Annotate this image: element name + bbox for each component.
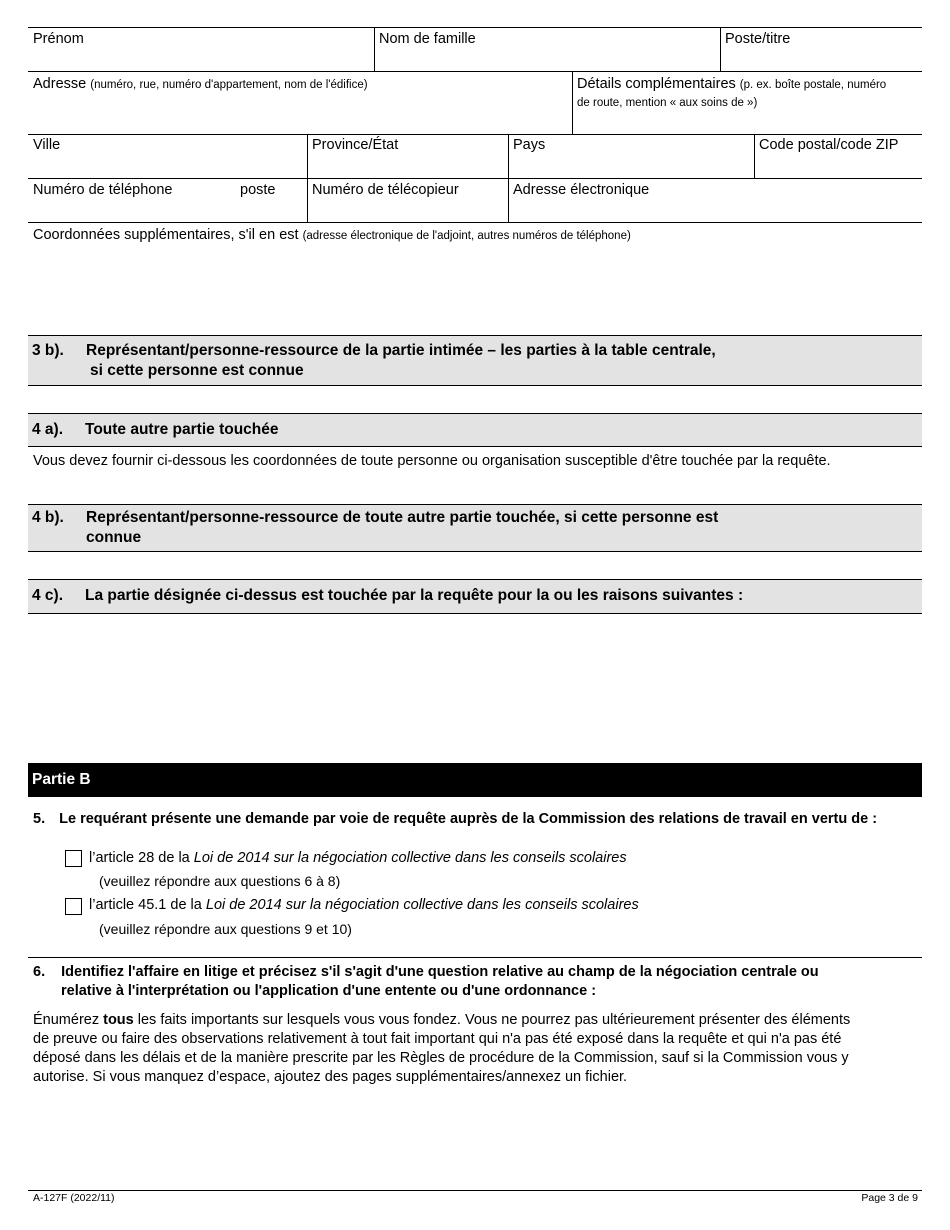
article-28-note: (veuillez répondre aux questions 6 à 8): [99, 873, 341, 889]
table-border: [28, 134, 922, 135]
address-label: Adresse: [33, 76, 87, 92]
city-field[interactable]: [33, 137, 60, 154]
province-field[interactable]: [312, 137, 398, 154]
section-4c-title: La partie désignée ci-dessus est touchée par la requête pour la ou les raisons suivantes :: [85, 587, 744, 604]
question-5: [33, 810, 877, 829]
section-3b-header: [28, 335, 922, 386]
article-45-1-law-title: Loi de 2014 sur la négociation collective dans les conseils scolaires: [205, 897, 639, 913]
province-label: Province/État: [312, 137, 399, 153]
address-note: (numéro, rue, numéro d'appartement, nom de l'édifice): [90, 79, 368, 91]
section-4c-header: [28, 579, 922, 614]
address-field[interactable]: [33, 76, 368, 94]
table-border: [754, 134, 755, 178]
article-45-1-checkbox[interactable]: [65, 898, 82, 915]
details-note-2: de route, mention « aux soins de »): [577, 97, 758, 109]
section-3b-number: 3 b).: [32, 342, 64, 359]
instructions-line1: les faits importants sur lesquels vous vous fondez. Vous ne pourrez pas ultérieurement présenter des éléments: [133, 1012, 851, 1028]
article-45-1-option: [89, 896, 639, 914]
fax-field[interactable]: [312, 182, 459, 199]
first-name-field[interactable]: [33, 31, 84, 48]
section-4b-header: [28, 504, 922, 552]
section-3b-title-line2: si cette personne est connue: [90, 362, 304, 379]
question-6-response-area[interactable]: [28, 1092, 922, 1184]
section-4c-response-area[interactable]: [28, 614, 922, 754]
partie-b-banner: [28, 763, 922, 797]
instructions-line3: déposé dans les délais et de la manière prescrite par les Règles de procédure de la Commission, sauf si la Commission vous y: [33, 1050, 849, 1066]
city-label: Ville: [33, 137, 61, 153]
question-6-instructions: [33, 1011, 918, 1087]
section-3b-title-line1: Représentant/personne-ressource de la partie intimée – les parties à la table centrale,: [86, 342, 716, 359]
email-label: Adresse électronique: [513, 182, 650, 198]
email-field[interactable]: [513, 182, 649, 199]
question-5-text: Le requérant présente une demande par voie de requête auprès de la Commission des relations de travail en vertu de :: [59, 811, 878, 827]
table-border: [307, 134, 308, 222]
question-6-text-line1: Identifiez l'affaire en litige et précisez s'il s'agit d'une question relative au champ de la négociation centrale ou: [61, 964, 819, 980]
question-6-number: 6.: [33, 964, 46, 980]
additional-contact-field[interactable]: [33, 227, 913, 327]
section-4a-number: 4 a).: [32, 421, 64, 438]
extension-label: poste: [240, 182, 276, 198]
additional-details-field[interactable]: [577, 76, 917, 112]
question-6-line1: [33, 963, 819, 982]
question-6-divider: [28, 957, 922, 958]
section-4a-header: [28, 413, 922, 447]
fax-label: Numéro de télécopieur: [312, 182, 459, 198]
article-28-law-title: Loi de 2014 sur la négociation collective dans les conseils scolaires: [193, 850, 627, 866]
question-6-text-line2: relative à l'interprétation ou l'application d'une entente ou d'une ordonnance :: [61, 983, 597, 999]
phone-label: Numéro de téléphone: [33, 182, 173, 198]
instructions-lead: Énumérez: [33, 1012, 104, 1028]
additional-contact-note: (adresse électronique de l'adjoint, autres numéros de téléphone): [302, 230, 631, 242]
footer-divider: [28, 1190, 922, 1191]
country-label: Pays: [513, 137, 546, 153]
article-45-1-prefix: l’article 45.1 de la: [89, 897, 206, 913]
section-4c-number: 4 c).: [32, 587, 64, 604]
question-5-number: 5.: [33, 811, 46, 827]
article-45-1-note: (veuillez répondre aux questions 9 et 10): [99, 921, 352, 937]
partie-b-title: Partie B: [32, 771, 91, 788]
additional-contact-label: Coordonnées supplémentaires, s'il en est: [33, 227, 299, 243]
job-title-label: Poste/titre: [725, 31, 791, 47]
table-border: [28, 178, 922, 179]
first-name-label: Prénom: [33, 31, 84, 47]
details-label: Détails complémentaires: [577, 76, 736, 92]
instructions-emphasis: tous: [103, 1012, 134, 1028]
table-border: [572, 71, 573, 134]
postal-code-label: Code postal/code ZIP: [759, 137, 899, 153]
extension-field[interactable]: [240, 182, 275, 199]
table-border: [28, 71, 922, 72]
details-note-1: (p. ex. boîte postale, numéro: [739, 79, 887, 91]
table-border: [374, 27, 375, 71]
section-4b-number: 4 b).: [32, 509, 64, 526]
section-4b-title-line1: Représentant/personne-ressource de toute autre partie touchée, si cette personne est: [86, 509, 719, 526]
instructions-line2: de preuve ou faire des observations relativement à tout fait important qui n'a pas été exposé dans la requête et qui n'a pas été: [33, 1031, 842, 1047]
table-border: [28, 27, 922, 28]
job-title-field[interactable]: [725, 31, 790, 48]
table-border: [508, 134, 509, 222]
postal-code-field[interactable]: [759, 137, 898, 154]
article-28-prefix: l’article 28 de la: [89, 850, 194, 866]
table-border: [28, 222, 922, 223]
form-id: A-127F (2022/11): [33, 1192, 115, 1204]
page-number: Page 3 de 9: [861, 1192, 918, 1204]
country-field[interactable]: [513, 137, 545, 154]
instructions-line4: autorise. Si vous manquez d’espace, ajoutez des pages supplémentaires/annexez un fichier.: [33, 1069, 628, 1085]
table-border: [720, 27, 721, 71]
last-name-label: Nom de famille: [379, 31, 476, 47]
section-4a-title: Toute autre partie touchée: [85, 421, 279, 438]
article-28-checkbox[interactable]: [65, 850, 82, 867]
article-28-option: [89, 849, 627, 867]
last-name-field[interactable]: [379, 31, 476, 48]
section-4a-description: Vous devez fournir ci-dessous les coordonnées de toute personne ou organisation susceptible d'être touchée par la requête.: [33, 453, 831, 469]
phone-field[interactable]: [33, 182, 172, 199]
section-4b-title-line2: connue: [86, 529, 142, 546]
